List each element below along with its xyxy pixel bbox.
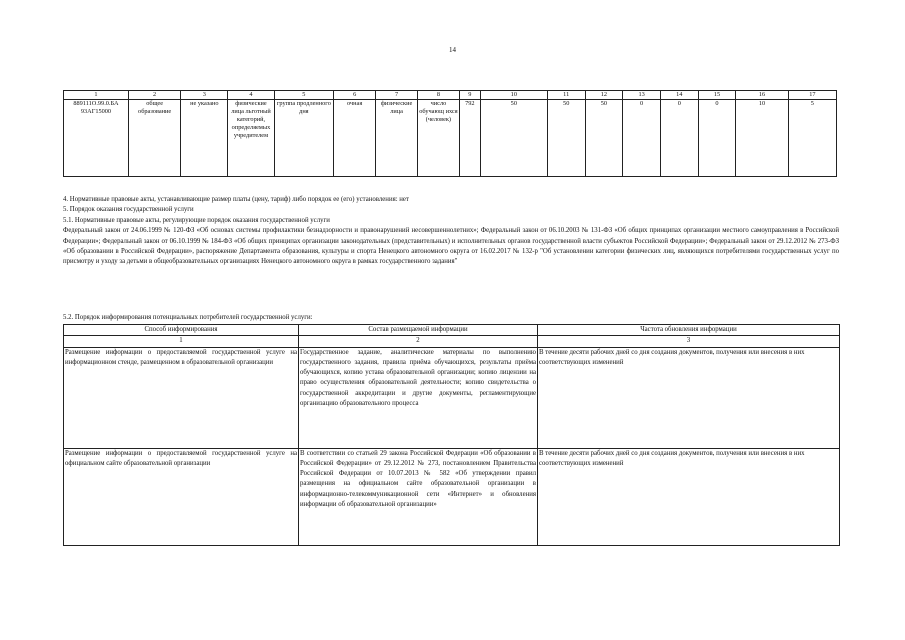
header-cell: 4 bbox=[228, 91, 274, 100]
section-5-2-heading: 5.2. Порядок информирования потенциальных потребителей государственной услуги: bbox=[63, 314, 313, 321]
table-cell: 0 bbox=[698, 100, 736, 177]
table-header-row bbox=[64, 325, 840, 336]
header-cell: 11 bbox=[547, 91, 585, 100]
table-cell: 50 bbox=[480, 100, 547, 177]
table-row bbox=[64, 100, 837, 177]
table-cell: 10 bbox=[736, 100, 788, 177]
table-cell: общее образование bbox=[128, 100, 180, 177]
content-cell: Государственное задание, аналитические материалы по выполнению государственного задания, правила приёма обучающихся, результаты приёма обучающихся, копию устава образовательной организации; копию лицензии на право осуществления образовательной деятельности; копию свидетельства о государственной аккредитации и другие документы, регламентирующие организацию образовательного процесса bbox=[299, 347, 538, 448]
section-5-heading: 5. Порядок оказания государственной услуги bbox=[63, 206, 194, 214]
header-cell: 10 bbox=[480, 91, 547, 100]
header-cell: 8 bbox=[417, 91, 459, 100]
header-cell: 12 bbox=[585, 91, 623, 100]
sections-4-5 bbox=[63, 195, 839, 268]
table-cell: 792 bbox=[459, 100, 480, 177]
number-cell: 2 bbox=[299, 336, 538, 347]
header-cell: 9 bbox=[459, 91, 480, 100]
table-cell: физические лица льготный категорий, определяемых учредителем bbox=[228, 100, 274, 177]
table-cell: 0 bbox=[623, 100, 661, 177]
frequency-cell: В течение десяти рабочих дней со дня создания документов, получения или внесения в них соответствующих изменений bbox=[538, 347, 840, 448]
table-cell: 889111О.99.0.БА 93АГ15000 bbox=[64, 100, 129, 177]
number-cell: 1 bbox=[64, 336, 299, 347]
section-5-1-heading: 5.1. Нормативные правовые акты, регулирующие порядок оказания государственной услуги bbox=[63, 216, 330, 224]
header-cell: Состав размещаемой информации bbox=[299, 325, 538, 336]
header-cell: 14 bbox=[660, 91, 698, 100]
table-cell: не указано bbox=[181, 100, 228, 177]
table-cell: группа продленного дня bbox=[274, 100, 334, 177]
number-cell: 3 bbox=[538, 336, 840, 347]
table-row bbox=[64, 448, 840, 545]
header-cell: 7 bbox=[376, 91, 418, 100]
section-5-1-text: Федеральный закон от 24.06.1999 № 120-ФЗ «Об основах системы профилактики безнадзорности и правонарушений несовершеннолетних»; Федеральный закон от 06.10.2003 № 131-ФЗ «Об общих принципах организации местного самоуправления в Российской Федерации»; Федеральный закон от 06.10.1999 № 184-ФЗ «Об общих принципах организации законодательных (представительных) и исполнительных органов государственной власти субъектов Российской Федерации»; Федеральный закон от 29.12.2012 № 273-ФЗ «Об образовании в Российской Федерации», распоряжение Департамента образования, культуры и спорта Ненецкого автономного округа от 16.02.2017 № 132-р "Об установлении категории физических лиц, являющихся потребителями государственных услуг по присмотру и уходу за детьми в общеобразовательных организациях Ненецкого автономного округа в рамках государственного задания" bbox=[63, 227, 839, 266]
table-cell: 5 bbox=[788, 100, 836, 177]
table-cell: 50 bbox=[585, 100, 623, 177]
method-cell: Размещение информации о предоставляемой государственной услуге на официальном сайте образовательной организации bbox=[64, 448, 299, 545]
header-cell: Частота обновления информации bbox=[538, 325, 840, 336]
method-cell: Размещение информации о предоставляемой государственной услуге на информационном стенде, размещенном в образовательной организации bbox=[64, 347, 299, 448]
table-cell: число обучающ ихся (человек) bbox=[417, 100, 459, 177]
service-volume-table bbox=[63, 90, 837, 177]
table-header-row bbox=[64, 91, 837, 100]
header-cell: 1 bbox=[64, 91, 129, 100]
page-number: 14 bbox=[449, 46, 456, 54]
header-cell: Способ информирования bbox=[64, 325, 299, 336]
informing-table bbox=[63, 324, 840, 546]
section-4-paragraph: 4. Нормативные правовые акты, устанавливающие размер платы (цену, тариф) либо порядок ее (его) установления: нет bbox=[63, 196, 409, 203]
header-cell: 2 bbox=[128, 91, 180, 100]
header-cell: 17 bbox=[788, 91, 836, 100]
table-cell: 0 bbox=[660, 100, 698, 177]
header-cell: 5 bbox=[274, 91, 334, 100]
header-cell: 13 bbox=[623, 91, 661, 100]
table-cell: очная bbox=[334, 100, 376, 177]
content-cell: В соответствии со статьей 29 закона Российской Федерации «Об образовании в Российской Федерации» от 29.12.2012 № 273, постановлением Правительства Российской Федерации от 10.07.2013 № 582 «Об утверждении правил размещения на официальном сайте образовательной организации в информационно-телекоммуникационной сети «Интернет» и обновления информации об образовательной организации» bbox=[299, 448, 538, 545]
header-cell: 3 bbox=[181, 91, 228, 100]
table-number-row bbox=[64, 336, 840, 347]
table-cell: 50 bbox=[547, 100, 585, 177]
frequency-cell: В течение десяти рабочих дней со дня создания документов, получения или внесения в них соответствующих изменений bbox=[538, 448, 840, 545]
table-cell: физические лица bbox=[376, 100, 418, 177]
header-cell: 16 bbox=[736, 91, 788, 100]
table-row bbox=[64, 347, 840, 448]
header-cell: 6 bbox=[334, 91, 376, 100]
header-cell: 15 bbox=[698, 91, 736, 100]
